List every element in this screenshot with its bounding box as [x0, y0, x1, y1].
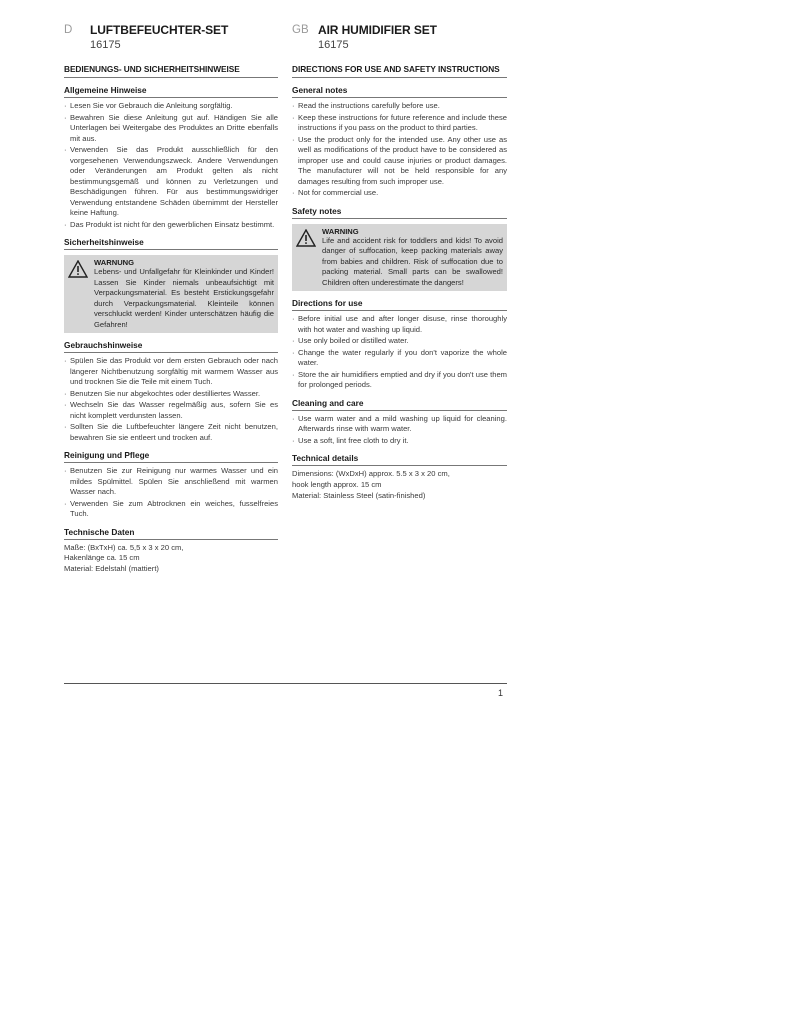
warning-title-de: WARNUNG	[94, 258, 135, 267]
usage-heading-de: Gebrauchshinweise	[64, 340, 278, 353]
general-notes-heading-en: General notes	[292, 85, 507, 98]
list-item: · Wechseln Sie das Wasser regelmäßig aus, sofern Sie es nicht komplett verdunsten lassen.	[64, 400, 278, 421]
general-notes-list-en	[292, 101, 507, 199]
usage-heading-en: Directions for use	[292, 298, 507, 311]
list-item: · Change the water regularly if you don't vaporize the whole water.	[292, 348, 507, 369]
technical-line: Maße: (BxTxH) ca. 5,5 x 3 x 20 cm,	[64, 542, 184, 552]
general-notes-list-de	[64, 101, 278, 230]
list-item: · Sollten Sie die Luftbefeuchter längere Zeit nicht benutzen, bewahren Sie sie entleert und trocken auf.	[64, 422, 278, 443]
list-item: · Read the instructions carefully before use.	[292, 101, 507, 112]
footer-rule	[64, 683, 507, 684]
usage-list-en	[292, 314, 507, 391]
section-title-en: DIRECTIONS FOR USE AND SAFETY INSTRUCTIONS	[292, 64, 507, 78]
safety-notes-heading-de: Sicherheitshinweise	[64, 237, 278, 250]
warning-box-en	[292, 224, 507, 292]
list-item: · Use only boiled or distilled water.	[292, 336, 507, 347]
technical-line: Dimensions: (WxDxH) approx. 5.5 x 3 x 20 cm,	[292, 469, 450, 478]
cleaning-list-en	[292, 414, 507, 447]
list-item: · Verwenden Sie zum Abtrocknen ein weiches, fusselfreies Tuch.	[64, 499, 278, 520]
list-item: · Verwenden Sie das Produkt ausschließlich für den vorgesehenen Verwendungszweck. Andere Verwendungen oder Veränderungen am Produkt gelten als nicht bestimmungsgemäß und können zu Verletzungen und Beschädigungen führen. Für aus bestimmungswidriger Verwendung entstandene Schäden übernimmt der Hersteller keine Haftung.	[64, 145, 278, 219]
warning-title-en: WARNING	[322, 226, 359, 236]
technical-line: Material: Stainless Steel (satin-finished)	[292, 490, 426, 500]
cleaning-heading-de: Reinigung und Pflege	[64, 450, 278, 463]
german-column	[64, 22, 278, 575]
list-item: · Lesen Sie vor Gebrauch die Anleitung sorgfältig.	[64, 101, 278, 112]
list-item: · Das Produkt ist nicht für den gewerblichen Einsatz bestimmt.	[64, 220, 278, 231]
list-item: · Spülen Sie das Produkt vor dem ersten Gebrauch oder nach längerer Nichtbenutzung sorgfältig mit warmem Wasser aus und trocknen Sie die Teile mit einem Tuch.	[64, 356, 278, 388]
list-item: · Bewahren Sie diese Anleitung gut auf. Händigen Sie alle Unterlagen bei Weitergabe des Produktes an Dritte ebenfalls mit aus.	[64, 113, 278, 145]
technical-details-en	[292, 469, 507, 501]
german-header	[64, 22, 278, 54]
list-item: · Use a soft, lint free cloth to dry it.	[292, 436, 507, 447]
technical-line: Material: Edelstahl (mattiert)	[64, 564, 159, 574]
technical-line: Hakenlänge ca. 15 cm	[64, 553, 140, 563]
list-item: · Keep these instructions for future reference and include these instructions if you pass on the product to third parties.	[292, 113, 507, 134]
list-item: · Not for commercial use.	[292, 188, 507, 199]
list-item: · Before initial use and after longer disuse, rinse thoroughly with hot water and washing up liquid.	[292, 314, 507, 335]
warning-box-de	[64, 255, 278, 333]
product-title-de: LUFTBEFEUCHTER-SET	[90, 23, 229, 37]
section-title-de: BEDIENUNGS- UND SICHERHEITSHINWEISE	[64, 64, 278, 78]
article-number-en: 16175	[318, 39, 349, 51]
technical-heading-en: Technical details	[292, 453, 507, 466]
list-item: · Use the product only for the intended use. Any other use as well as modifications of the product have to be considered as improper use and could cause injuries or product damages. The manufacturer will not be held responsible for any damages resulting from such improper use.	[292, 135, 507, 188]
english-column	[292, 22, 507, 501]
english-header	[292, 22, 507, 54]
language-code-de: D	[64, 24, 73, 36]
article-number-de: 16175	[90, 39, 121, 51]
warning-triangle-icon	[68, 260, 88, 278]
usage-list-de	[64, 356, 278, 443]
warning-text-de: Lebens- und Unfallgefahr für Kleinkinder und Kinder! Lassen Sie Kinder niemals unbeaufsichtigt mit Verpackungsmaterial. Es besteht Erstickungsgefahr durch Verpackungsmaterial. Kleinteile können verschluckt werden! Kinder unterschätzen häufig die Gefahren!	[94, 267, 274, 329]
technical-line: hook length approx. 15 cm	[292, 479, 382, 489]
language-code-en: GB	[292, 24, 309, 36]
cleaning-list-de	[64, 466, 278, 520]
list-item: · Use warm water and a mild washing up liquid for cleaning. Afterwards rinse with warm water.	[292, 414, 507, 435]
technical-details-de	[64, 543, 278, 575]
warning-text-en: Life and accident risk for toddlers and kids! To avoid danger of suffocation, keep packing materials away from babies and children. Risk of suffocation due to packing material. Small parts can be swallowed! Children often underestimate the dangers!	[322, 235, 503, 287]
warning-triangle-icon	[296, 229, 316, 247]
technical-heading-de: Technische Daten	[64, 527, 278, 540]
safety-notes-heading-en: Safety notes	[292, 206, 507, 219]
list-item: · Store the air humidifiers emptied and dry if you don't use them for prolonged periods.	[292, 370, 507, 391]
general-notes-heading-de: Allgemeine Hinweise	[64, 85, 278, 98]
cleaning-heading-en: Cleaning and care	[292, 398, 507, 411]
list-item: · Benutzen Sie zur Reinigung nur warmes Wasser und ein mildes Spülmittel. Spülen Sie anschließend mit warmen Wasser nach.	[64, 466, 278, 498]
page-number: 1	[498, 688, 504, 698]
list-item: · Benutzen Sie nur abgekochtes oder destilliertes Wasser.	[64, 389, 278, 400]
product-title-en: AIR HUMIDIFIER SET	[318, 23, 437, 37]
